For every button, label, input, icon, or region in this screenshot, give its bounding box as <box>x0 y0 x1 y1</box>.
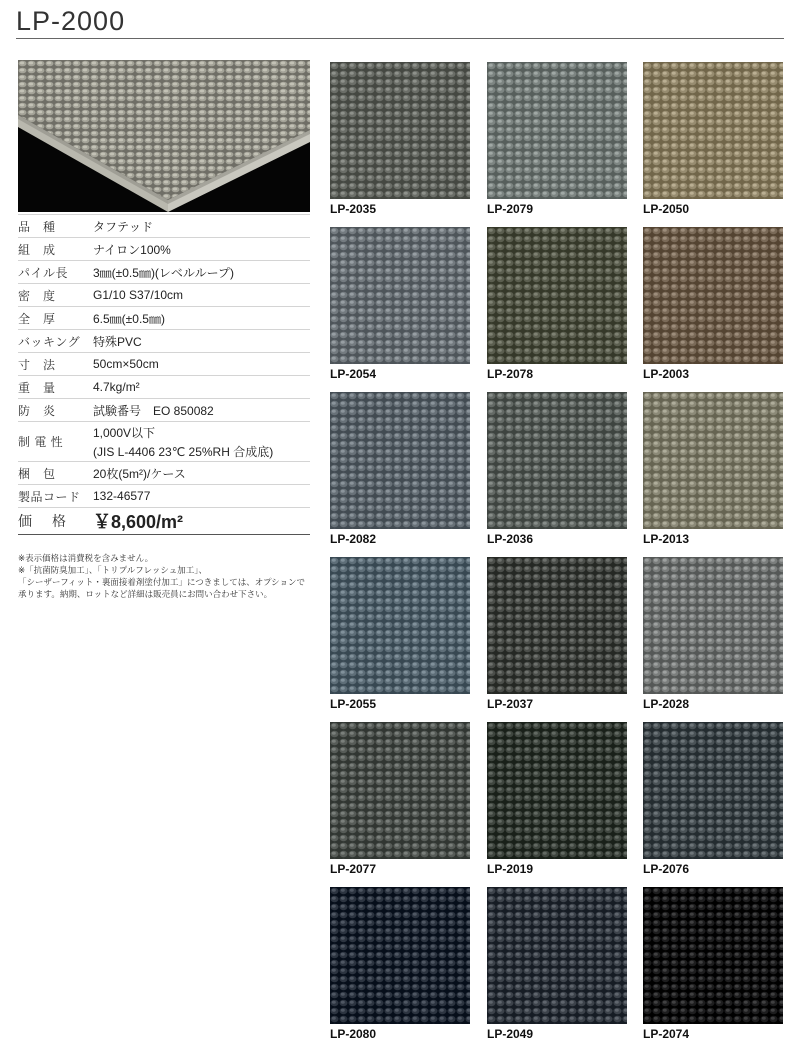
spec-row <box>18 353 310 376</box>
swatch-item <box>487 392 627 556</box>
swatch-item <box>643 887 783 1051</box>
spec-label: 全 厚 <box>18 307 93 330</box>
swatch-code: LP-2050 <box>643 202 690 216</box>
swatch-code: LP-2077 <box>330 862 377 876</box>
spec-label: パイル長 <box>18 261 93 284</box>
spec-value <box>93 422 310 462</box>
carpet-swatch-tile <box>487 887 627 1024</box>
carpet-swatch-tile <box>643 62 783 199</box>
carpet-swatch-tile <box>330 62 470 199</box>
spec-row <box>18 330 310 353</box>
carpet-swatch-tile <box>487 392 627 529</box>
carpet-swatch-tile <box>487 227 627 364</box>
spec-label: 防 炎 <box>18 399 93 422</box>
spec-row <box>18 422 310 462</box>
carpet-cross-section-photo <box>18 60 310 212</box>
spec-value: 4.7kg/m² <box>93 376 310 399</box>
swatch-code: LP-2035 <box>330 202 377 216</box>
carpet-swatch-tile <box>330 557 470 694</box>
swatch-item <box>643 722 783 886</box>
swatch-item <box>330 392 470 556</box>
swatch-item <box>643 392 783 556</box>
swatch-code: LP-2013 <box>643 532 690 546</box>
spec-label: 品 種 <box>18 215 93 238</box>
swatch-item <box>487 62 627 226</box>
spec-value-line1: 1,000V以下 <box>93 425 156 440</box>
swatch-item <box>330 557 470 721</box>
spec-value: 132-46577 <box>93 485 310 508</box>
swatch-code: LP-2082 <box>330 532 377 546</box>
swatch-item <box>330 227 470 391</box>
swatch-code: LP-2003 <box>643 367 690 381</box>
spec-table <box>18 214 310 535</box>
swatch-code: LP-2080 <box>330 1027 377 1041</box>
footnote-line: ※「抗菌防臭加工」、「トリプルフレッシュ加工」、 <box>18 565 207 575</box>
swatch-code: LP-2074 <box>643 1027 690 1041</box>
spec-value: 特殊PVC <box>93 330 310 353</box>
swatch-item <box>487 557 627 721</box>
spec-label: 梱 包 <box>18 462 93 485</box>
carpet-swatch-tile <box>487 722 627 859</box>
footnotes <box>18 552 310 600</box>
swatch-item <box>643 557 783 721</box>
footnote-line: 「シーザーフィット・裏面接着剤塗付加工」につきましては、オプションで <box>18 577 305 587</box>
swatch-code: LP-2037 <box>487 697 534 711</box>
spec-label: 重 量 <box>18 376 93 399</box>
swatch-item <box>643 62 783 226</box>
swatch-code: LP-2079 <box>487 202 534 216</box>
swatch-code: LP-2078 <box>487 367 534 381</box>
footnote-line: 承ります。納期、ロットなど詳細は販売員にお問い合わせ下さい。 <box>18 589 273 599</box>
carpet-swatch-tile <box>643 722 783 859</box>
swatch-code: LP-2028 <box>643 697 690 711</box>
carpet-swatch-tile <box>643 557 783 694</box>
swatch-code: LP-2036 <box>487 532 534 546</box>
swatch-code: LP-2076 <box>643 862 690 876</box>
spec-label: 密 度 <box>18 284 93 307</box>
carpet-swatch-tile <box>330 392 470 529</box>
swatch-item <box>643 227 783 391</box>
spec-row <box>18 284 310 307</box>
swatch-item <box>330 887 470 1051</box>
swatch-code: LP-2054 <box>330 367 377 381</box>
page-title: LP-2000 <box>16 6 126 36</box>
swatch-code: LP-2055 <box>330 697 377 711</box>
swatch-item <box>330 722 470 886</box>
carpet-swatch-tile <box>487 557 627 694</box>
carpet-swatch-tile <box>330 887 470 1024</box>
price-label: 価 格 <box>18 508 93 535</box>
spec-row <box>18 307 310 330</box>
spec-label: 組 成 <box>18 238 93 261</box>
spec-row <box>18 261 310 284</box>
carpet-swatch-tile <box>643 227 783 364</box>
spec-value: タフテッド <box>93 215 310 238</box>
spec-value: ナイロン100% <box>93 238 310 261</box>
spec-row <box>18 485 310 508</box>
spec-label: 製品コード <box>18 485 93 508</box>
swatch-item <box>330 62 470 226</box>
spec-row-price <box>18 508 310 535</box>
carpet-sample-illustration <box>18 60 310 212</box>
footnote-line: ※表示価格は消費税を含みません。 <box>18 553 154 563</box>
swatch-item <box>487 887 627 1051</box>
spec-value: G1/10 S37/10cm <box>93 284 310 307</box>
spec-value: 試験番号 EO 850082 <box>93 399 310 422</box>
spec-label: 制 電 性 <box>18 422 93 462</box>
spec-value: 6.5㎜(±0.5㎜) <box>93 307 310 330</box>
title-divider <box>16 38 784 39</box>
carpet-swatch-tile <box>330 722 470 859</box>
spec-row <box>18 399 310 422</box>
spec-label: バッキング <box>18 330 93 353</box>
swatch-code: LP-2049 <box>487 1027 534 1041</box>
swatch-item <box>487 227 627 391</box>
carpet-swatch-tile <box>643 887 783 1024</box>
spec-value: 20枚(5m²)/ケース <box>93 462 310 485</box>
spec-value: 3㎜(±0.5㎜)(レベルループ) <box>93 261 310 284</box>
price-value: ￥8,600/m² <box>93 508 310 535</box>
spec-row <box>18 376 310 399</box>
spec-row <box>18 215 310 238</box>
carpet-swatch-tile <box>330 227 470 364</box>
carpet-swatch-tile <box>643 392 783 529</box>
swatch-item <box>487 722 627 886</box>
swatch-code: LP-2019 <box>487 862 534 876</box>
spec-row <box>18 238 310 261</box>
carpet-swatch-tile <box>487 62 627 199</box>
spec-value-line2: (JIS L-4406 23℃ 25%RH 合成底) <box>93 444 274 459</box>
spec-value: 50cm×50cm <box>93 353 310 376</box>
spec-row <box>18 462 310 485</box>
spec-label: 寸 法 <box>18 353 93 376</box>
